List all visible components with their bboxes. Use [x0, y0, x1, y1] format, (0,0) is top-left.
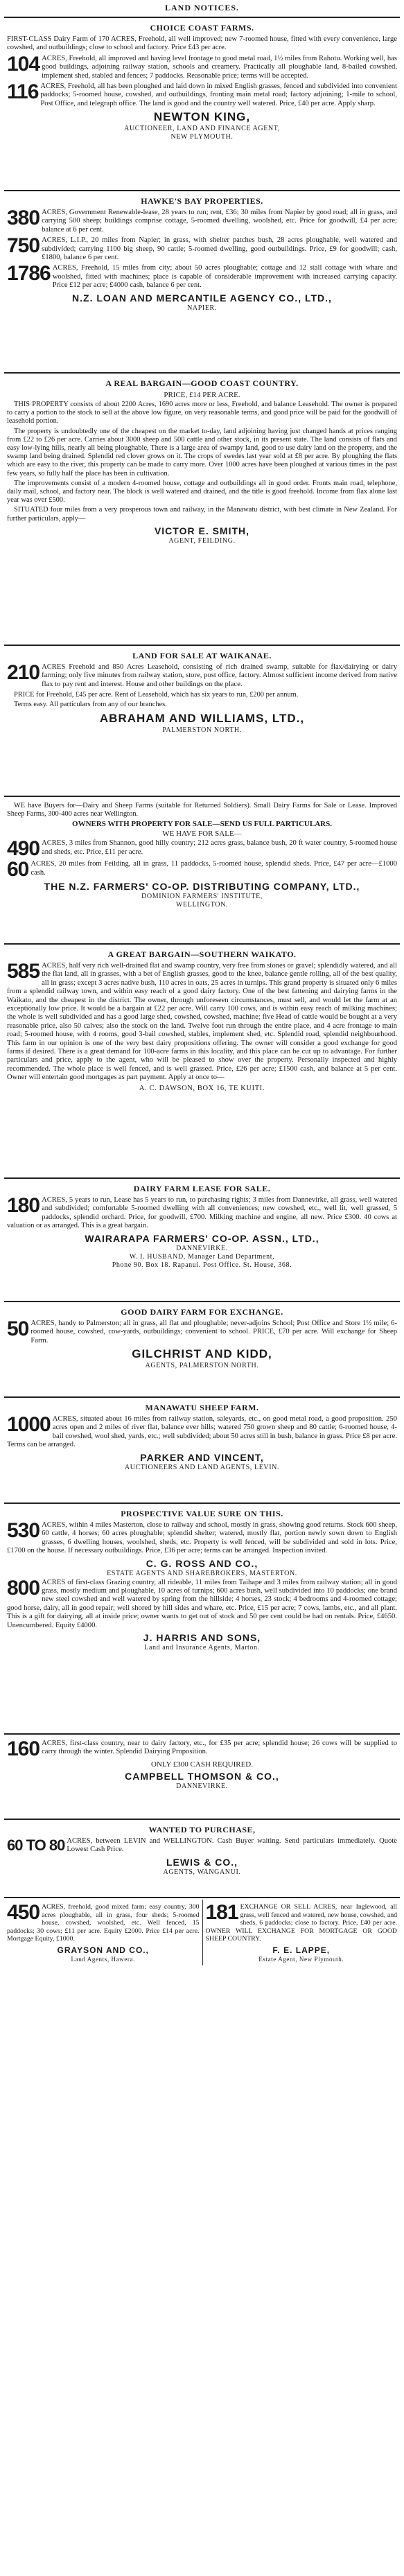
- ad-dairy-exchange: [4, 1304, 400, 1395]
- listing-text: ACRES of first-class Grazing country, all rideable, 11 miles from Taihape and 3 miles from railway station; all in good grass, mostly medium and ploughable, 10 acres of turnips; 600 acres bush, well subdivided into 10 paddocks; one brand new steel cowshed and well watered by spring from the hillside; 4 horses, 23 stock; 4 bedrooms and 4-roomed cottage; good horse, dairy, all in good repair; well shored by hill sides and whare, etc. Price, £15 per acre; 7 cows, lambs, etc., and all plant. This is a gift for dairying, all at inside price; owner wants to get out of stock and 50 per cent could be had on rentals. Price, £4650. Unencumbered. Equity £4000.: [7, 1578, 397, 1629]
- divider: [4, 17, 400, 18]
- ad-title: PROSPECTIVE VALUE SURE ON THIS.: [121, 1509, 283, 1518]
- listing-item: [7, 1521, 397, 1556]
- ad-callout: ONLY £300 CASH REQUIRED.: [151, 1760, 253, 1769]
- ad-real-bargain: [4, 375, 400, 643]
- acreage-number: 1000: [7, 1415, 51, 1436]
- ad-callout: WE HAVE FOR SALE—: [162, 830, 242, 839]
- listing-item: [206, 1903, 398, 1943]
- ad-grayson: [4, 1900, 202, 1965]
- ad-title: WANTED TO PURCHASE,: [148, 1825, 256, 1834]
- ad-prospective-value: [4, 1505, 400, 1732]
- agent-name: VICTOR E. SMITH,: [154, 525, 250, 536]
- price-line: PRICE for Freehold, £45 per acre. Rent of Leasehold, which has six years to run, £200 per annum.: [14, 691, 299, 699]
- listing-text: ACRES, between LEVIN and WELLINGTON. Cash Buyer waiting. Send particulars immediately. Quote Lowest Cash Price.: [67, 1837, 397, 1854]
- acreage-number: 585: [7, 962, 40, 983]
- agent-description: AUCTIONEER, LAND AND FINANCE AGENT,: [124, 125, 280, 133]
- agent-name: NEWTON KING,: [153, 110, 251, 124]
- listing-text: ACRES, 5 years to run, Lease has 5 years to run, to purchasing rights; 3 miles from Dannevirke, all grass, well watered and subdivided; comfortable 5-roomed dwelling with all conveniences; new cowshed, etc., well lit, well grassed, 5 paddocks, splendid orchard. Price, for goodwill, £700. Milking machine and engine, all new. Price £300. 40 cows at valuation or as arranged. This is a great bargain.: [7, 1196, 397, 1230]
- listing-item: [7, 1903, 200, 1943]
- divider: [4, 1301, 400, 1302]
- agent-town: NEW PLYMOUTH.: [170, 133, 234, 141]
- listing-text: EXCHANGE OR SELL ACRES, near Inglewood, all grass, well fenced and watered, new house, cowshed, and sheds, 6 paddocks; close to factory. Price, £40 per acre. OWNER WILL EXCHANGE FOR MORTGAGE OR GOOD SHEEP COUNTRY.: [205, 1903, 397, 1943]
- ad-title: A REAL BARGAIN—GOOD COAST COUNTRY.: [105, 378, 299, 388]
- agent-town: DANNEVIRKE.: [176, 1782, 228, 1790]
- listing-text: ACRES, Freehold, 15 miles from city; about 50 acres ploughable; cottage and 12 stall cottage with whare and woolshed, fitted with machines; place is capable of considerable improvement with increased carrying capacity. Price £12 per acre; £4000 cash, balance 6 per cent.: [52, 264, 397, 290]
- agent-town: WELLINGTON.: [175, 901, 228, 909]
- ad-intro: WE have Buyers for—Dairy and Sheep Farms (suitable for Returned Soldiers). Small Dairy Farms for Sale or Lease. Improved Sheep Farms, 300-400 acres near Wellington.: [7, 802, 397, 818]
- ad-waikanae: [4, 647, 400, 794]
- divider: [4, 1396, 400, 1398]
- listing-text: ACRES, 20 miles from Feilding, all in grass, 11 paddocks, 5-roomed house, splendid sheds. Price, £47 per acre—£1000 cash.: [30, 860, 397, 877]
- newspaper-page: [4, 0, 400, 2576]
- agent-name: J. HARRIS AND SONS,: [143, 1632, 261, 1644]
- listing-text: ACRES, Freehold, all improved and having level frontage to good metal road, 1½ miles from Rahotu. Working well, has good buildings, adjoining railway station, schools and creamery. Practically all ploughable land, 8-bailed cowshed, implement shed, stabled and fences; 7 paddocks. Reasonable price; terms will be accepted.: [42, 54, 397, 80]
- listing-text: ACRES, Freehold, all has been ploughed and laid down in mixed English grasses, fenced and subdivided into convenient paddocks; 5-roomed house, cowshed, and outbuildings, fronting main metal road; factory adjoining; 1-mile to school, Post Office, and telegraph office. The land is good and the country well watered. Price, £40 per acre. Apply sharp.: [40, 82, 397, 107]
- acreage-number: 181: [205, 1903, 238, 1924]
- ad-title: GOOD DAIRY FARM FOR EXCHANGE.: [121, 1307, 283, 1317]
- ad-wanted-purchase: [4, 1821, 400, 1895]
- ad-lappe: [202, 1900, 401, 1965]
- listing-text: ACRES, half very rich well-drained flat and swamp country, very free from stones or gravel; splendidly watered, and all the flat land, all in grasses, with a bet of English grasses, good to the knee, balance gentle rolling, all of the best quality, all in grass; except 3 acres native bush, 110 acres in oats, 25 acres in turnips. This grand property is situated only 6 miles from a splendid railway town, and within easy reach of a good dairy factory. One of the best fattening and dairying farms in the Waikato, and the cheapest in the district. The owner, through unforeseen circumstances, must sell, and would let the farm at an exceptionally low price. It would be a bargain at £22 per acre. Will carry 100 cows, and is within easy reach of milking machines; the whole is well subdivided and has a good large shed, cowshed, cowshed, machine; five Head of cattle would be bought at a very reasonable price, also 50 calves; also the stock on the land. Twelve foot run through the entire place, and 4 acre frontage to main road; 5-roomed house, with 4 rooms, good 3-bail cowshed, stables, implement shed, etc. Splendid road, splendid neighbourhood. This farm in our opinion is one of the very best dairy propositions offering. The owner will consider a good exchange for good farms if desired. There is a great demand for 100-acre farms in this locality, and this place can be cut up to advantage. For further particulars and price, apply to the agent, who will be pleased to show over the property. Personally inspected and highly recommended. The whole place is well fenced, and is well grassed. Price, £26 per acre; £1500 cash, and balance at 5 per cent. Owner will entertain good mortgages as part payment. Apply at once to—: [7, 962, 397, 1082]
- acreage-number: 490: [7, 839, 40, 859]
- divider: [4, 645, 400, 646]
- divider: [4, 372, 400, 374]
- acreage-number: 160: [7, 1740, 40, 1758]
- agent-name: A. C. DAWSON, BOX 16, TE KUITI.: [139, 1084, 265, 1092]
- listing-item: [7, 236, 397, 262]
- listing-text: ACRES, freehold, good mixed farm; easy country, 300 acres ploughable, all in grass, four sheds; 5-roomed house, cowshed, woolshed, etc. Well fenced, 15 paddocks; 30 cows; £11 per acre. Equity £2000. Price £14 per acre. Mortgage Equity, £1000.: [7, 1903, 200, 1943]
- agent-name: ABRAHAM AND WILLIAMS, LTD.,: [99, 711, 305, 725]
- acreage-number: 450: [7, 1903, 40, 1924]
- agent-description: W. I. HUSBAND, Manager Land Department,: [129, 1252, 275, 1261]
- ad-subtitle: PRICE, £14 PER ACRE.: [164, 391, 240, 399]
- agent-name: C. G. ROSS AND CO.,: [146, 1557, 258, 1569]
- divider: [4, 1177, 400, 1179]
- divider: [4, 1819, 400, 1820]
- acreage-number: 50: [7, 1320, 29, 1340]
- agent-name: THE N.Z. FARMERS' CO-OP. DISTRIBUTING COMPANY, LTD.,: [44, 881, 360, 893]
- listing-text: ACRES Freehold and 850 Acres Leasehold, consisting of rich drained swamp, suitable for flax/dairying or dairy farming; only five minutes from railway station, store, post office, factory. Almost sufficient income derived from native flax to pay rent and interest. House and other buildings on the place.: [42, 663, 397, 688]
- listing-text: ACRES, L.I.P., 20 miles from Napier; in grass, with shelter patches bush, 28 acres ploughable, well watered and subdivided; carrying 1100 big sheep, 90 cattle; 5-roomed dwelling, good outbuildings. Price, £9 for goodwill; cash, £1800, balance 6 per cent.: [42, 236, 397, 262]
- listing-text: ACRES, within 4 miles Masterton, close to railway and school, mostly in grass, showing good returns. Stock 600 sheep, 60 cattle, 4 horses; 60 acres ploughable; splendid shelter; watered, mostly flat, portion newly sown down to English grasses, 6 dwelling houses, woolshed, sheds, etc. Property is well fenced, will be subdivided and sold in lots. Price, £1700 on the house. If necessary outbuildings. Price, £36 per acre; terms can be arranged. Inspection invited.: [7, 1521, 397, 1555]
- divider: [4, 1733, 400, 1735]
- terms-line: Terms easy. All particulars from any of our branches.: [14, 701, 167, 709]
- listing-item: [7, 1837, 397, 1855]
- agent-town: NAPIER.: [187, 304, 217, 312]
- ad-paragraph: SITUATED four miles from a very prosperous town and railway, in the Manawatu district, with best climate in New Zealand. For further particulars, apply—: [7, 506, 397, 523]
- agent-name: F. E. LAPPE,: [272, 1945, 331, 1955]
- listing-item: [7, 55, 397, 80]
- ad-title: HAWKE'S BAY PROPERTIES.: [141, 196, 263, 206]
- acreage-number: 210: [7, 663, 40, 684]
- listing-text: ACRES, handy to Palmerston; all in grass, all flat and ploughable; never-adjoins School; Post Office and Store 1½ mile; 6-roomed house, cowshed, cow-yards, outbuildings; convenient to school. PRICE, £70 per acre. Will exchange for Sheep Farm.: [30, 1320, 397, 1344]
- divider: [4, 943, 400, 945]
- ad-callout: OWNERS WITH PROPERTY FOR SALE—SEND US FULL PARTICULARS.: [72, 820, 332, 829]
- acreage-number: 800: [7, 1578, 40, 1600]
- acreage-number: 116: [7, 82, 39, 104]
- agent-name: CAMPBELL THOMSON & CO.,: [125, 1771, 279, 1782]
- agent-name: GILCHRIST AND KIDD,: [132, 1347, 272, 1361]
- listing-item: [7, 82, 397, 108]
- agent-description: DOMINION FARMERS' INSTITUTE,: [141, 893, 263, 901]
- agent-name: PARKER AND VINCENT,: [140, 1451, 264, 1463]
- ad-dairy-lease: [4, 1180, 400, 1299]
- ad-dairying-proposition: [4, 1736, 400, 1817]
- divider: [4, 1502, 400, 1504]
- acreage-number: 750: [7, 236, 40, 258]
- listing-item: [7, 264, 397, 290]
- agent-town: AGENTS, WANGANUI.: [163, 1868, 241, 1876]
- listing-item: [7, 962, 397, 1083]
- acreage-number: 104: [7, 54, 40, 76]
- agent-town: AUCTIONEERS AND LAND AGENTS, LEVIN.: [124, 1463, 280, 1471]
- agent-name: LEWIS & CO.,: [166, 1856, 238, 1868]
- listing-text: ACRES, first-class country, near to dairy factory, etc., for £35 per acre; splendid house; 26 cows will be supplied to carry through the winter. Splendid Dairying Proposition.: [42, 1740, 397, 1756]
- ad-paragraph: THIS PROPERTY consists of about 2200 Acres, 1690 acres more or less, Freehold, and balance Leasehold. The owner is prepared to carry a portion to the stock to sell at the above low figure, on very reasonable terms, and good price will be paid for the goodwill of leasehold portion.: [7, 401, 397, 426]
- acreage-number: 60: [7, 860, 29, 879]
- listing-item: [7, 860, 397, 879]
- ad-paragraph: The property is undoubtedly one of the cheapest on the market to-day, land adjoining having just changed hands at prices ranging from £22 to £26 per acre. Carries about 3000 sheep and 500 cattle and other stock, in its present state. The land consists of flats and easy low-lying hills, nearly all being ploughable, There is a large area of swampy land, good to use dairy land on the property, and the swamp land being drained. Splendid red clover grows on it. The crops of swedes last year sold at £8 per acre. By ploughing the flats which are easy to the river, this property can be made to carry more. Over 1000 acres have been ploughed at various times in the past few years, so fully half the place has been in cultivation.: [7, 427, 397, 477]
- listing-item: [7, 1415, 397, 1450]
- ad-paragraph: The improvements consist of a modern 4-roomed house, cottage and outbuildings all in good order. Fronts main road, telephone, daily mail, school, and factory near. The block is well watered and drained, and the title is good freehold. Income from flax alone last year was over £500.: [7, 479, 397, 505]
- acreage-number: 180: [7, 1196, 40, 1217]
- acreage-number: 380: [7, 209, 40, 229]
- listing-item: [7, 1196, 397, 1231]
- agent-town: Estate Agent, New Plymouth.: [258, 1955, 344, 1963]
- ad-choice-coast-farms: [4, 19, 400, 189]
- ad-title: MANAWATU SHEEP FARM.: [145, 1403, 259, 1412]
- agent-name: GRAYSON AND CO.,: [57, 1945, 149, 1955]
- ad-southern-waikato: [4, 946, 400, 1176]
- agent-town: Land and Insurance Agents, Marton.: [144, 1644, 260, 1652]
- listing-item: [7, 1740, 397, 1758]
- section-heading: LAND NOTICES.: [164, 3, 240, 12]
- listing-text: ACRES, Government Renewable-lease, 28 years to run; rent, £36; 30 miles from Napier by good road; all in grass, and carrying 500 sheep; buildings comprise cottage, 5-roomed dwelling, woolshed, etc. Price for goodwill, £4 per acre; balance at 6 per cent.: [42, 209, 397, 234]
- divider: [4, 1897, 400, 1898]
- agent-town: PALMERSTON NORTH.: [162, 726, 242, 734]
- agent-town: AGENTS, PALMERSTON NORTH.: [145, 1362, 259, 1370]
- ad-title: DAIRY FARM LEASE FOR SALE.: [133, 1184, 271, 1193]
- agent-address: Phone 90. Box 18. Rapanui. Post Office. St. House, 368.: [112, 1261, 292, 1269]
- listing-text: FIRST-CLASS Dairy Farm of 170 ACRES, Freehold, all well improved; new 7-roomed house, fitted with every convenience, large cowshed, and outbuildings; close to school and factory. Price £43 per acre.: [7, 35, 397, 52]
- listing-item: [7, 663, 397, 689]
- ad-manawatu-sheep: [4, 1399, 400, 1501]
- ad-hawkes-bay: [4, 193, 400, 371]
- listing-text: ACRES, situated about 16 miles from railway station, saleyards, etc., on good metal road, a good proposition. 250 acres open and 2 miles of river flat, balance ever hills; watered 750 grown sheep and 80 cattle; 6-roomed house, 4-bail cowshed, wool shed, yards, etc.; well subdivided; about 50 acres still in bush, balance in grass. Price £8 per acre. Terms can be arranged.: [7, 1415, 397, 1449]
- agent-town: AGENT, FEILDING.: [168, 536, 236, 545]
- agent-name: WAIRARAPA FARMERS' CO-OP. ASSN., LTD.,: [85, 1232, 319, 1244]
- ad-split-row: [4, 1900, 400, 1965]
- acreage-number: 530: [7, 1521, 40, 1542]
- divider: [4, 796, 400, 797]
- agent-town: DANNEVIRKE.: [176, 1244, 228, 1252]
- listing-item: [7, 1320, 397, 1345]
- ad-title: CHOICE COAST FARMS.: [150, 23, 254, 33]
- ad-title: LAND FOR SALE AT WAIKANAE.: [132, 651, 272, 660]
- listing-item: [7, 35, 397, 53]
- listing-item: [7, 839, 397, 858]
- acreage-number: 1786: [7, 264, 51, 286]
- divider: [4, 190, 400, 191]
- listing-text: ACRES, 3 miles from Shannon, good hilly country; 212 acres grass, balance bush, 20 ft water country, 5-roomed house and sheds, etc. Price, £11 per acre.: [42, 839, 397, 856]
- agent-town: Land Agents, Hawera.: [71, 1955, 135, 1963]
- ad-title: A GREAT BARGAIN—SOUTHERN WAIKATO.: [107, 949, 297, 959]
- listing-item: [7, 209, 397, 234]
- agent-name: N.Z. LOAN AND MERCANTILE AGENCY CO., LTD.,: [72, 292, 332, 304]
- listing-item: [7, 1579, 397, 1630]
- ad-farmers-coop: [4, 798, 400, 942]
- agent-town: ESTATE AGENTS AND SHAREBROKERS, MASTERTON.: [107, 1569, 297, 1577]
- acreage-number: 60 TO 80: [7, 1837, 65, 1854]
